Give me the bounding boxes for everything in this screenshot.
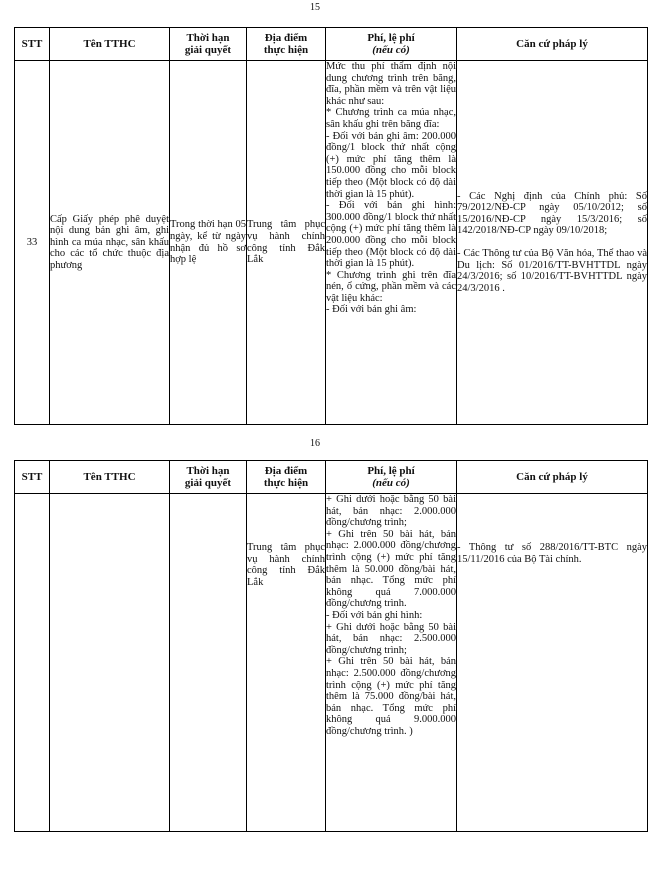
fee-line: - Đối với bản ghi âm: 200.000 đồng/1 block thứ nhất cộng (+) mức phí tăng thêm là 150.000 đồng cho mỗi block tiếp theo (Một block có độ dài thời gian là 15 phút).	[326, 130, 456, 200]
legal-basis-circular: - Thông tư số 288/2016/TT-BTC ngày 15/11/2016 của Bộ Tài chính.	[457, 542, 647, 565]
header-place: Địa điểm thực hiện	[247, 461, 326, 494]
header-place: Địa điểm thực hiện	[247, 28, 326, 61]
fee-details	[326, 61, 457, 425]
fee-line: * Chương trình ghi trên đĩa nén, ổ cứng, phần mềm và các vật liệu khác:	[326, 269, 456, 304]
row-stt	[15, 494, 50, 832]
header-stt: STT	[15, 461, 50, 494]
table-row	[15, 61, 648, 425]
row-stt: 33	[15, 61, 50, 425]
header-procedure-name: Tên TTHC	[50, 461, 170, 494]
header-stt: STT	[15, 28, 50, 61]
legal-basis-decrees: - Các Nghị định của Chính phủ: Số 79/2012/NĐ-CP ngày 05/10/2012; số 15/2016/NĐ-CP ngày 15/3/2016; số 142/2018/NĐ-CP ngày 09/10/2018;	[457, 190, 647, 237]
implementation-place: Trung tâm phục vụ hành chính công tỉnh Đắk Lắk	[247, 494, 326, 832]
header-fee: Phí, lệ phí (nếu có)	[326, 461, 457, 494]
processing-deadline	[170, 494, 247, 832]
procedure-name	[50, 494, 170, 832]
fee-line: + Ghi trên 50 bài hát, bản nhạc: 2.000.000 đồng/chương trình cộng (+) mức phí tăng thêm là 50.000 đồng/bài hát, bản nhạc. Tổng mức phí không quá 7.000.000 đồng/chương trình.	[326, 528, 456, 610]
procedure-name: Cấp Giấy phép phê duyệt nội dung bản ghi âm, ghi hình ca múa nhạc, sân khấu cho các tổ chức thuộc địa phương	[50, 61, 170, 425]
table-header-row	[15, 461, 648, 494]
header-fee: Phí, lệ phí (nếu có)	[326, 28, 457, 61]
fee-line: - Đối với bản ghi âm:	[326, 304, 417, 316]
fee-line: Mức thu phí thẩm định nội dung chương trình trên băng, đĩa, phần mềm và trên vật liệu khác như sau:	[326, 61, 456, 107]
procedure-table-page-15	[14, 27, 648, 425]
header-legal-basis: Căn cứ pháp lý	[457, 28, 648, 61]
page-number: 16	[310, 438, 320, 449]
table-header-row	[15, 28, 648, 61]
procedure-table-page-16	[14, 460, 648, 832]
header-legal-basis: Căn cứ pháp lý	[457, 461, 648, 494]
fee-line: + Ghi dưới hoặc bằng 50 bài hát, bản nhạc: 2.000.000 đồng/chương trình;	[326, 494, 456, 529]
header-procedure-name: Tên TTHC	[50, 28, 170, 61]
header-deadline: Thời hạn giải quyết	[170, 28, 247, 61]
implementation-place: Trung tâm phục vụ hành chính công tỉnh Đắk Lắk	[247, 61, 326, 425]
fee-details	[326, 494, 457, 832]
legal-basis	[457, 61, 648, 425]
fee-line: - Đối với bản ghi hình:	[326, 609, 423, 621]
fee-line: + Ghi dưới hoặc bằng 50 bài hát, bản nhạc: 2.500.000 đồng/chương trình;	[326, 621, 456, 656]
processing-deadline: Trong thời hạn 05 ngày, kể từ ngày nhận đủ hồ sơ hợp lệ	[170, 61, 247, 425]
fee-line: - Đối với bản ghi hình: 300.000 đồng/1 block thứ nhất cộng (+) mức phí tăng thêm là 200.000 đồng cho mỗi block tiếp theo (Một block có độ dài thời gian là 15 phút).	[326, 200, 456, 270]
fee-line: + Ghi trên 50 bài hát, bản nhạc: 2.500.000 đồng/chương trình cộng (+) mức phí tăng thêm là 75.000 đồng/bài hát, bản nhạc. Tổng mức phí không quá 9.000.000 đồng/chương trình. )	[326, 656, 456, 737]
fee-line: * Chương trình ca múa nhạc, sân khấu ghi trên băng đĩa:	[326, 107, 456, 130]
legal-basis-circulars: - Các Thông tư của Bộ Văn hóa, Thể thao và Du lịch: Số 01/2016/TT-BVHTTDL ngày 24/3/2016; số 10/2016/TT-BVHTTDL ngày 24/3/2016 .	[457, 248, 647, 294]
header-deadline: Thời hạn giải quyết	[170, 461, 247, 494]
page-number: 15	[310, 2, 320, 13]
legal-basis	[457, 494, 648, 832]
table-row	[15, 494, 648, 832]
